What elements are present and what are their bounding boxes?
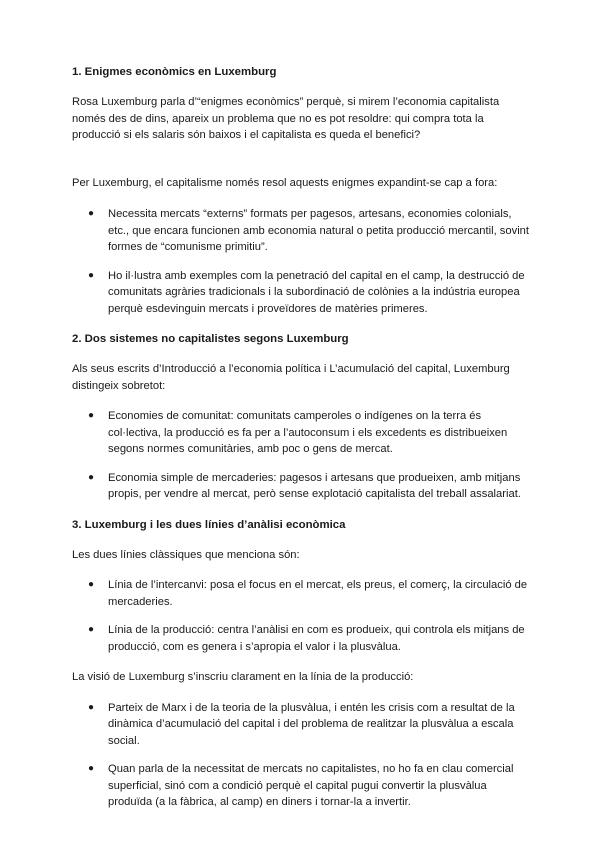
section-3-heading: 3. Luxemburg i les dues línies d’anàlisi econòmica [72, 518, 346, 531]
bullet-icon: ● [88, 624, 95, 635]
list-item: ● Parteix de Marx i de la teoria de la plusvàlua, i entén les crisis com a resultat de la dinàmica d’acumulació del capital i del problema de realitzar la plusvàlua a escala social. [88, 701, 515, 747]
section-3-list-2 [72, 700, 530, 811]
section-1-list [72, 206, 530, 317]
bullet-icon: ● [88, 579, 95, 590]
section-2-lead: Als seus escrits d’Introducció a l’economia política i L’acumulació del capital, Luxemburg distingeix sobretot: [72, 363, 510, 392]
list-item: ● Economia simple de mercaderies: pagesos i artesans que produeixen, amb mitjans propis, per vendre al mercat, però sense explotació capitalista del treball assalariat. [88, 471, 521, 500]
bullet-icon: ● [88, 269, 95, 281]
list-item: ● Ho il·lustra amb exemples com la penetració del capital en el camp, la destrucció de comunitats agràries tradicionals i la subordinació de colònies a la indústria europea perquè esdevinguin mercats i proveïdores de matèries primeres. [88, 269, 525, 315]
bullet-icon: ● [88, 701, 95, 713]
section-2-heading: 2. Dos sistemes no capitalistes segons Luxemburg [72, 333, 349, 345]
section-3-list [72, 577, 530, 655]
bullet-icon: ● [88, 410, 95, 421]
bullet-icon: ● [88, 471, 95, 483]
section-1-intro: Rosa Luxemburg parla d’“enigmes econòmics” perquè, si mirem l’economia capitalista només des de dins, apareix un problema que no es pot resoldre: qui compra tota la producció si els salaris són baixos i el capitalista es queda el benefici? [72, 96, 500, 141]
list-item: ● Economies de comunitat: comunitats camperoles o indígenes on la terra és col·lectiva, la producció es fa per a l’autoconsum i els excedents es distribueixen segons normes comunitàries, amb poc o gens de mercat. [88, 410, 508, 455]
list-item: ● Línia de l’intercanvi: posa el focus en el mercat, els preus, el comerç, la circulació de mercaderies. [88, 579, 528, 608]
section-1-heading: 1. Enigmes econòmics en Luxemburg [72, 66, 277, 78]
section-2-list [72, 408, 530, 503]
bullet-icon: ● [88, 208, 95, 219]
document-page [72, 64, 530, 811]
list-item: ● Línia de la producció: centra l’anàlisi en com es produeix, qui controla els mitjans de producció, com es genera i s’apropia el valor i la plusvàlua. [88, 624, 525, 653]
bullet-icon: ● [88, 763, 95, 774]
section-3-lead: Les dues línies clàssiques que menciona són: [72, 548, 300, 561]
section-1-lead: Per Luxemburg, el capitalisme només resol aquests enigmes expandint-se cap a fora: [72, 176, 498, 189]
list-item: ● Quan parla de la necessitat de mercats no capitalistes, no ho fa en clau comercial superficial, sinó com a condició perquè el capital pugui convertir la plusvàlua produïda (a la fàbrica, al camp) en diners i tornar-la a invertir. [88, 763, 514, 808]
section-3-lead-2: La visió de Luxemburg s’inscriu clarament en la línia de la producció: [72, 671, 414, 683]
list-item: ● Necessita mercats “externs” formats per pagesos, artesans, economies colonials, etc., que encara funcionen amb economia natural o petita producció mercantil, sovint formes de “comunisme primitiu”. [88, 208, 530, 253]
